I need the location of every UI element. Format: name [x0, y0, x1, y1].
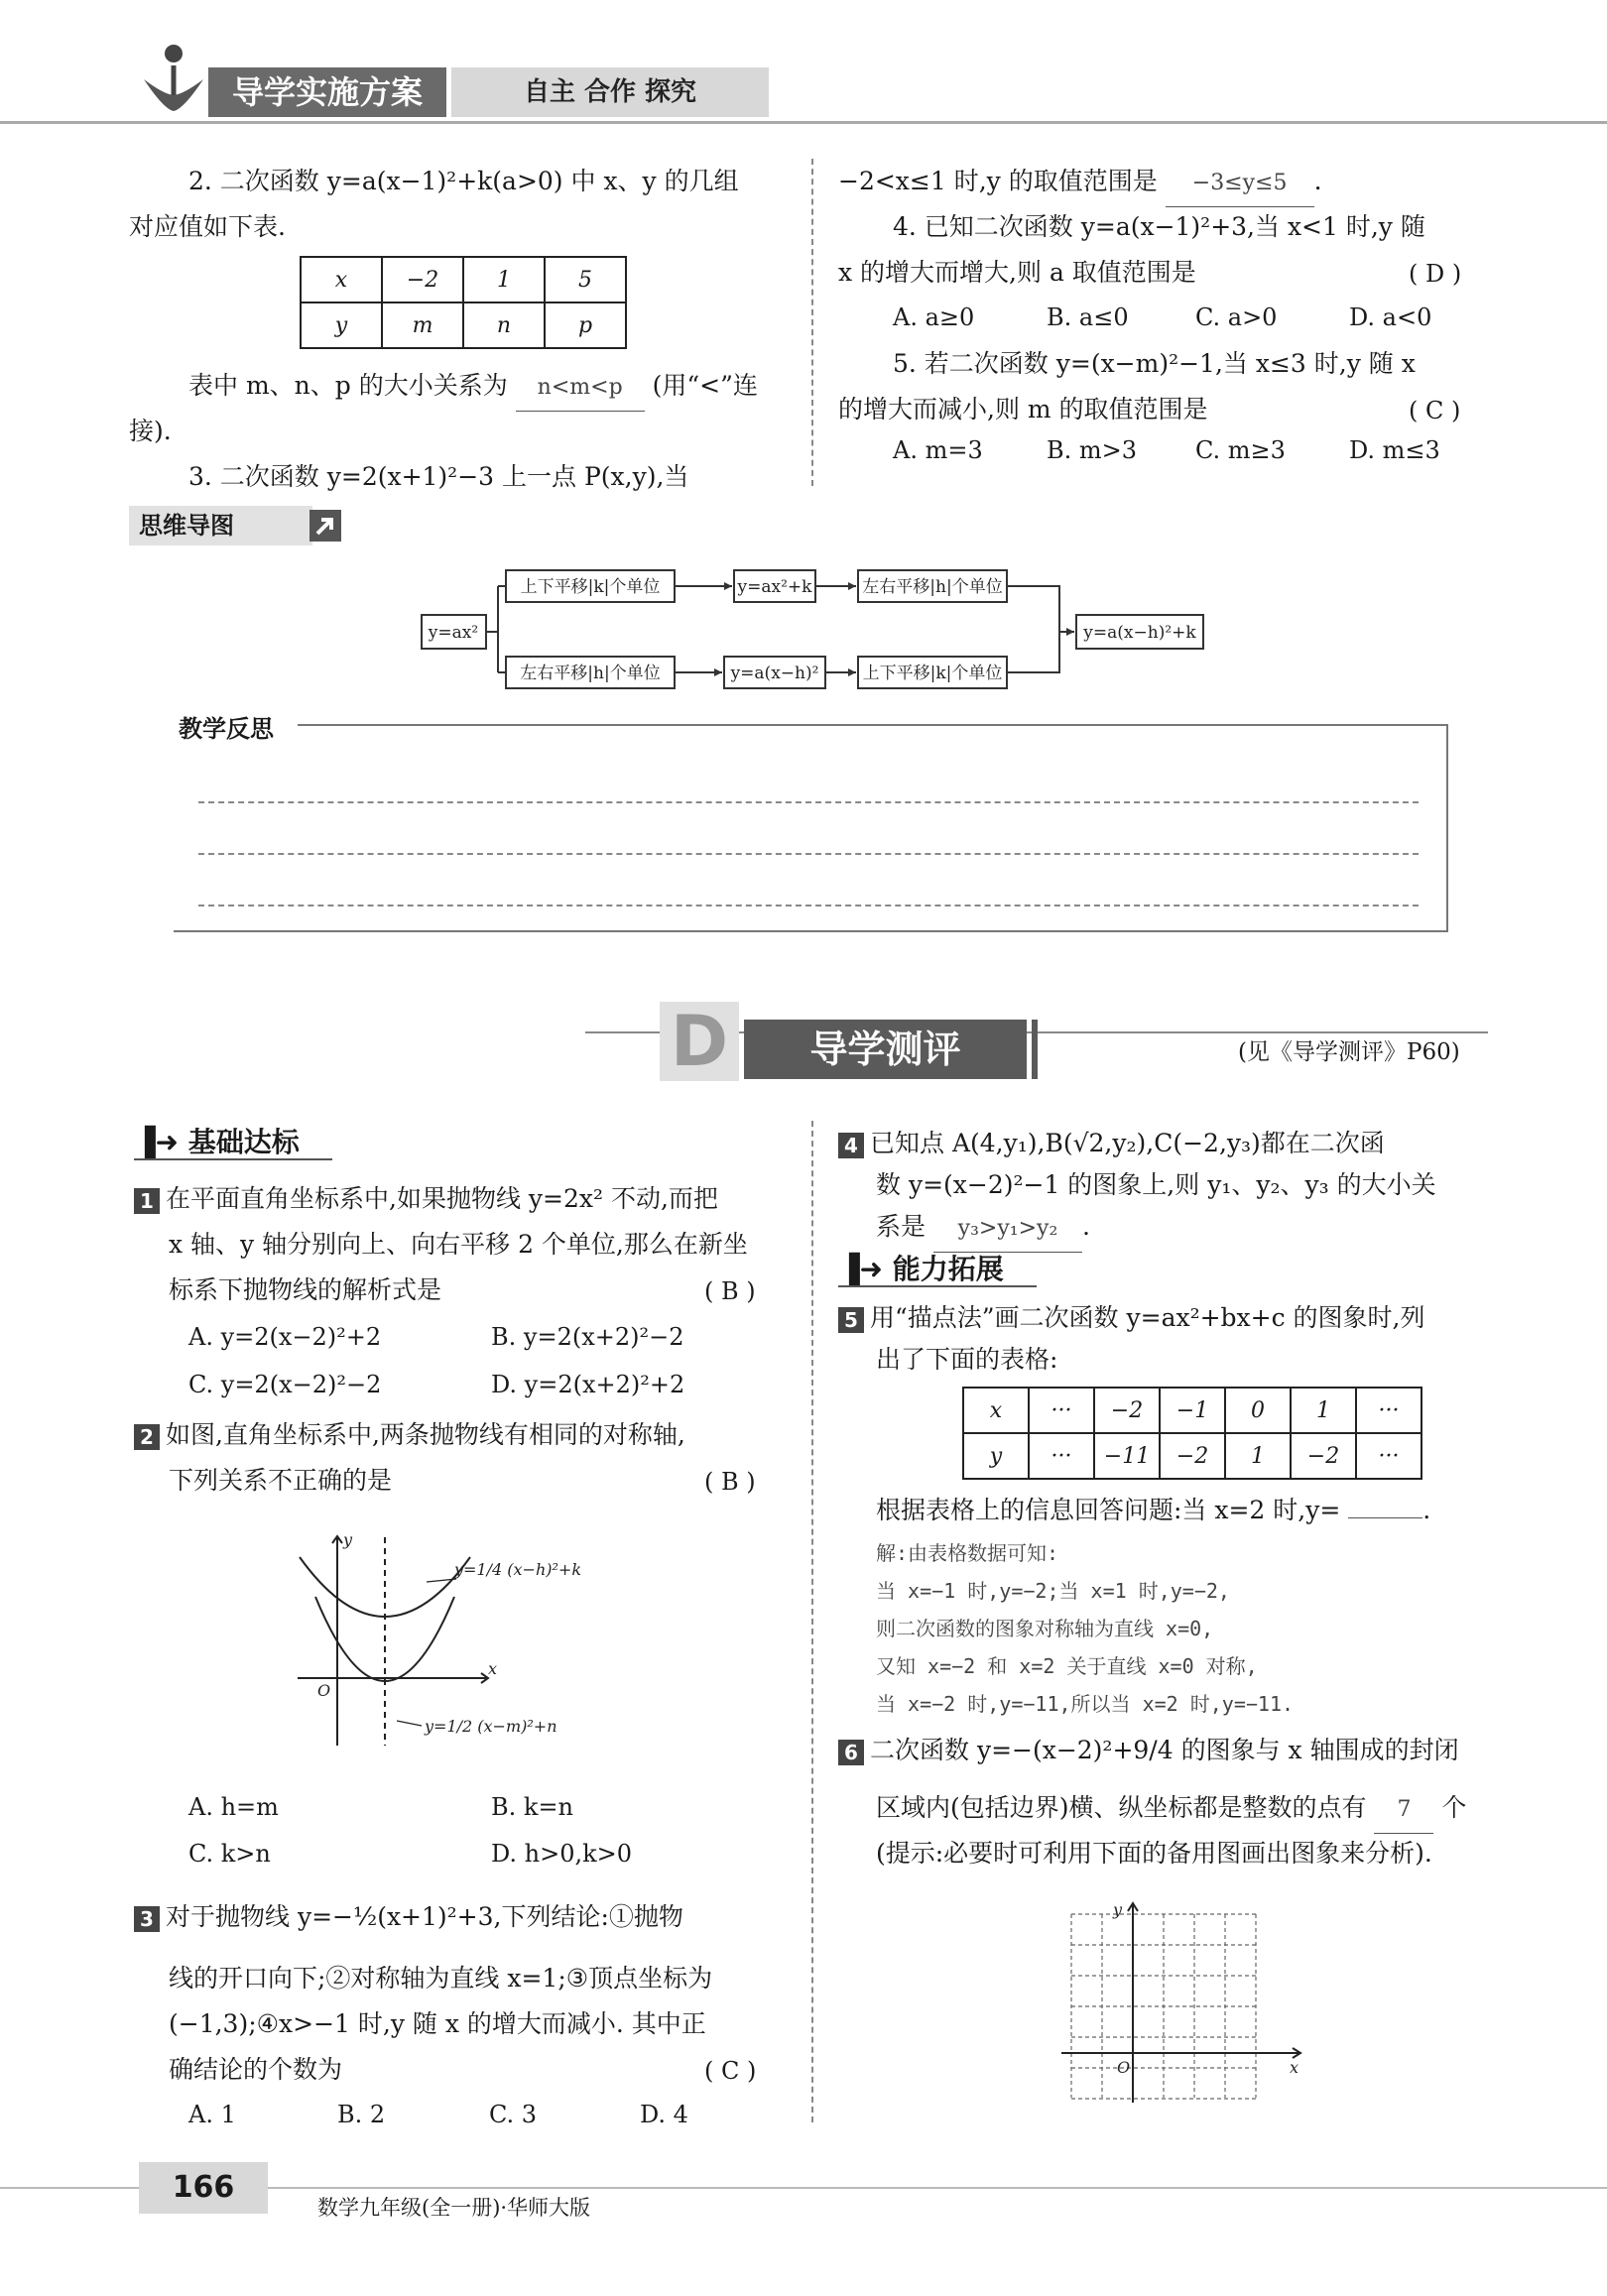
- q6-text: 二次函数 y=−(x−2)²+9/4 的图象与 x 轴围成的封闭: [870, 1736, 1459, 1764]
- table-cell: ···: [1029, 1433, 1094, 1479]
- play-icon: ▐➜: [838, 1253, 883, 1285]
- q1-option-c: C. y=2(x−2)²−2: [188, 1371, 382, 1398]
- q2-text: 表中 m、n、p 的大小关系为: [188, 371, 508, 400]
- q6-line3: (提示:必要时可利用下面的备用图画出图象来分析).: [876, 1839, 1432, 1868]
- section-letter: D: [660, 1002, 739, 1081]
- table-cell: y: [301, 302, 382, 348]
- q2-answer: n<m<p: [516, 365, 645, 412]
- q3b-option-a: A. 1: [188, 2101, 236, 2128]
- q3b-number: 3: [134, 1906, 160, 1932]
- q6-number: 6: [838, 1740, 864, 1765]
- q5-option-c: C. m≥3: [1195, 436, 1286, 464]
- grid-origin: O: [1117, 2058, 1131, 2077]
- q3b-option-c: C. 3: [489, 2101, 538, 2128]
- q2b-option-c: C. k>n: [188, 1840, 271, 1868]
- reflection-right-border: [1446, 724, 1448, 932]
- table-cell: ···: [1356, 1433, 1422, 1479]
- table-cell: n: [463, 302, 545, 348]
- basic-underline: [134, 1158, 332, 1160]
- play-icon: ▐➜: [134, 1126, 179, 1158]
- mm-top-step1: 上下平移|k|个单位: [520, 577, 661, 597]
- q3-line1: 3. 二次函数 y=2(x+1)²−3 上一点 P(x,y),当: [188, 462, 689, 491]
- table-cell: −2: [1160, 1433, 1225, 1479]
- q4b-number: 4: [838, 1133, 864, 1158]
- graph-origin: O: [317, 1681, 331, 1700]
- q5b-text: 用“描点法”画二次函数 y=ax²+bx+c 的图象时,列: [870, 1303, 1425, 1332]
- q5-answer: ( C ): [1409, 397, 1461, 424]
- q4b-line3: 系是 y₃>y₁>y₂ .: [876, 1204, 1090, 1253]
- mm-bot-mid: y=a(x−h)²: [730, 664, 819, 683]
- table-cell: 1: [463, 257, 545, 302]
- q5-line2: 的增大而减小,则 m 的取值范围是: [838, 395, 1208, 423]
- q4-line1: 4. 已知二次函数 y=a(x−1)²+3,当 x<1 时,y 随: [893, 212, 1425, 241]
- q1-answer: ( B ): [704, 1277, 756, 1305]
- ability-title: [838, 1248, 1004, 1287]
- q3b-line2: 线的开口向下;②对称轴为直线 x=1;③顶点坐标为: [169, 1964, 713, 1993]
- q5b-line3: 根据表格上的信息回答问题:当 x=2 时,y= .: [876, 1496, 1431, 1524]
- table-cell: 5: [545, 257, 626, 302]
- writing-line: [198, 853, 1419, 855]
- q6-text2b: 个: [1441, 1793, 1467, 1822]
- ability-title-text: 能力拓展: [892, 1253, 1004, 1285]
- logo-icon: [134, 40, 213, 119]
- table-cell: ···: [1029, 1388, 1094, 1433]
- q2b-graph: [278, 1527, 605, 1755]
- q5b-blank: [1348, 1517, 1422, 1518]
- page-header: [0, 0, 1607, 119]
- q5b-number: 5: [838, 1307, 864, 1333]
- mm-top-step2: 左右平移|h|个单位: [862, 577, 1003, 597]
- mm-start: y=ax²: [428, 623, 479, 643]
- q2-line4: 接).: [129, 417, 172, 445]
- q6-line1: [838, 1728, 1459, 1773]
- graph-y-label: y: [343, 1530, 353, 1549]
- q2-text-b: (用“<”连: [652, 371, 758, 400]
- q3-text: −2<x≤1 时,y 的取值范围是: [838, 167, 1158, 195]
- table-cell: 1: [1225, 1433, 1291, 1479]
- column-divider: [811, 159, 813, 486]
- mindmap-diagram: [417, 560, 1210, 699]
- q2b-line2: 下列关系不正确的是: [169, 1466, 393, 1495]
- table-cell: m: [382, 302, 463, 348]
- book-title: 数学九年级(全一册)·华师大版: [317, 2196, 591, 2220]
- ability-underline: [838, 1285, 1037, 1287]
- column-divider-lower: [811, 1121, 813, 2122]
- basic-title: [134, 1121, 300, 1160]
- q3b-option-b: B. 2: [337, 2101, 386, 2128]
- section-title: 导学测评: [744, 1020, 1027, 1079]
- basic-title-text: 基础达标: [187, 1126, 300, 1158]
- mm-top-mid: y=ax²+k: [737, 577, 812, 597]
- q5b-line1: [838, 1295, 1425, 1341]
- q5-line1: 5. 若二次函数 y=(x−m)²−1,当 x≤3 时,y 随 x: [893, 349, 1416, 378]
- q1-option-b: B. y=2(x+2)²−2: [491, 1323, 684, 1351]
- q3b-line4: 确结论的个数为: [169, 2055, 343, 2084]
- q4b-text: 已知点 A(4,y₁),B(√2,y₂),C(−2,y₃)都在二次函: [870, 1129, 1385, 1157]
- q5b-text3: 根据表格上的信息回答问题:当 x=2 时,y=: [876, 1496, 1341, 1524]
- table-cell: −2: [382, 257, 463, 302]
- q2b-answer: ( B ): [704, 1468, 756, 1496]
- q3-answer: −3≤y≤5: [1166, 161, 1314, 207]
- arrow-icon: [309, 510, 341, 542]
- solution-line: 解:由表格数据可知:: [876, 1541, 1059, 1565]
- q2-line2: 对应值如下表.: [129, 212, 286, 241]
- q2-value-table: [300, 256, 627, 349]
- q4-option-a: A. a≥0: [893, 303, 975, 331]
- q2b-text: 如图,直角坐标系中,两条抛物线有相同的对称轴,: [166, 1420, 685, 1449]
- q2b-line1: [134, 1412, 685, 1458]
- q2-line1: 2. 二次函数 y=a(x−1)²+k(a>0) 中 x、y 的几组: [188, 167, 739, 195]
- solution-line: 则二次函数的图象对称轴为直线 x=0,: [876, 1617, 1214, 1640]
- q3b-text: 对于抛物线 y=−½(x+1)²+3,下列结论:①抛物: [166, 1902, 683, 1931]
- grid-y-label: y: [1113, 1900, 1123, 1919]
- section-bar: [1032, 1020, 1038, 1079]
- page-footer: [0, 2152, 1607, 2296]
- table-cell: −11: [1094, 1433, 1160, 1479]
- q3b-line1: [134, 1894, 683, 1940]
- table-cell: x: [301, 257, 382, 302]
- q6-text2: 区域内(包括边界)横、纵坐标都是整数的点有: [876, 1793, 1367, 1822]
- q3b-answer: ( C ): [704, 2057, 757, 2085]
- q5-option-b: B. m>3: [1047, 436, 1138, 464]
- q5b-value-table: [962, 1387, 1422, 1480]
- solution-line: 当 x=−2 时,y=−11,所以当 x=2 时,y=−11.: [876, 1692, 1295, 1716]
- q4b-line2: 数 y=(x−2)²−1 的图象上,则 y₁、y₂、y₃ 的大小关: [876, 1170, 1436, 1199]
- q4-option-c: C. a>0: [1195, 303, 1278, 331]
- q4b-line1: [838, 1121, 1385, 1166]
- q4-option-d: D. a<0: [1349, 303, 1432, 331]
- reflection-title: 教学反思: [179, 715, 274, 743]
- q3b-line3: (−1,3);④x>−1 时,y 随 x 的增大而减小. 其中正: [169, 2009, 706, 2038]
- table-cell: −1: [1160, 1388, 1225, 1433]
- q3b-option-d: D. 4: [640, 2101, 688, 2128]
- table-cell: 1: [1291, 1388, 1356, 1433]
- q6-line2: [876, 1785, 1466, 1834]
- q2b-number: 2: [134, 1424, 160, 1450]
- table-cell: p: [545, 302, 626, 348]
- table-cell: y: [963, 1433, 1029, 1479]
- table-cell: x: [963, 1388, 1029, 1433]
- reflection-top-rule: [298, 724, 1448, 726]
- table-cell: ···: [1356, 1388, 1422, 1433]
- q5-option-d: D. m≤3: [1349, 436, 1440, 464]
- section-ref: (见《导学测评》P60): [1238, 1039, 1460, 1065]
- q2b-option-a: A. h=m: [188, 1793, 279, 1821]
- mm-bot-step2: 上下平移|k|个单位: [862, 664, 1003, 683]
- q2b-option-b: B. k=n: [491, 1793, 574, 1821]
- q5b-line2: 出了下面的表格:: [876, 1345, 1058, 1374]
- writing-line: [198, 905, 1419, 906]
- q1-line3: 标系下抛物线的解析式是: [169, 1275, 442, 1304]
- graph-label-lower: y=1/2 (x−m)²+n: [425, 1717, 557, 1736]
- q2b-option-d: D. h>0,k>0: [491, 1840, 633, 1868]
- q1-line1: [134, 1176, 718, 1222]
- table-cell: −2: [1291, 1433, 1356, 1479]
- q5-option-a: A. m=3: [893, 436, 983, 464]
- q1-line2: x 轴、y 轴分别向上、向右平移 2 个单位,那么在新坐: [169, 1230, 748, 1259]
- grid-x-label: x: [1290, 2058, 1299, 2077]
- solution-line: 当 x=−1 时,y=−2;当 x=1 时,y=−2,: [876, 1579, 1230, 1603]
- q4b-answer: y₃>y₁>y₂: [933, 1206, 1082, 1253]
- q3-line2: −2<x≤1 时,y 的取值范围是 −3≤y≤5 .: [838, 159, 1322, 207]
- q1-option-d: D. y=2(x+2)²+2: [491, 1371, 685, 1398]
- solution-line: 又知 x=−2 和 x=2 关于直线 x=0 对称,: [876, 1654, 1258, 1678]
- table-cell: −2: [1094, 1388, 1160, 1433]
- mm-end: y=a(x−h)²+k: [1083, 623, 1196, 643]
- reflection-bottom-rule: [174, 930, 1448, 932]
- graph-x-label: x: [488, 1659, 498, 1678]
- mm-bot-step1: 左右平移|h|个单位: [520, 664, 661, 683]
- q2-line3: [188, 363, 758, 412]
- header-tabs: 自主 合作 探究: [451, 67, 769, 117]
- q1-option-a: A. y=2(x−2)²+2: [188, 1323, 382, 1351]
- q6-answer: 7: [1374, 1787, 1433, 1834]
- page-number: 166: [139, 2162, 268, 2214]
- q6-grid: [1051, 1899, 1309, 2108]
- header-title: 导学实施方案: [208, 67, 446, 117]
- mindmap-title: 思维导图: [129, 506, 312, 545]
- graph-label-upper: y=1/4 (x−h)²+k: [454, 1560, 582, 1579]
- q4-option-b: B. a≤0: [1047, 303, 1129, 331]
- table-cell: 0: [1225, 1388, 1291, 1433]
- q4-line2: x 的增大而增大,则 a 取值范围是: [838, 258, 1196, 287]
- q1-text: 在平面直角坐标系中,如果抛物线 y=2x² 不动,而把: [166, 1184, 718, 1213]
- q4b-text3: 系是: [876, 1212, 927, 1241]
- writing-line: [198, 801, 1419, 803]
- q1-number: 1: [134, 1188, 160, 1214]
- q4-answer: ( D ): [1409, 260, 1462, 288]
